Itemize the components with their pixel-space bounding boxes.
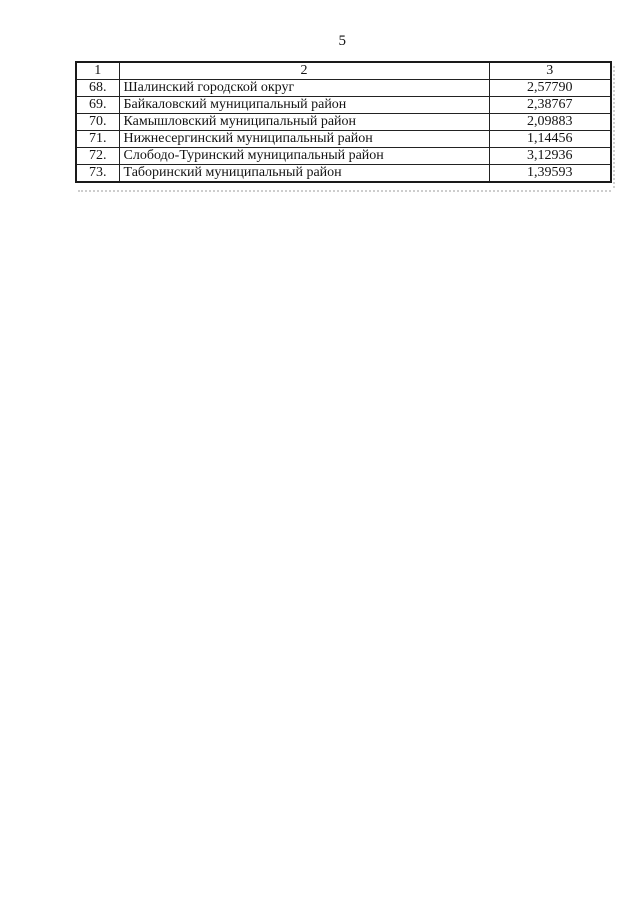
scan-artifact-right-line <box>613 66 615 188</box>
value-cell: 2,57790 <box>489 80 611 97</box>
table-row <box>76 165 611 183</box>
table-row <box>76 131 611 148</box>
table-row <box>76 114 611 131</box>
value-cell: 2,09883 <box>489 114 611 131</box>
municipality-name-cell: Таборинский муниципальный район <box>119 165 489 183</box>
municipality-name-cell: Шалинский городской округ <box>119 80 489 97</box>
value-cell: 1,14456 <box>489 131 611 148</box>
scan-artifact-bottom-line <box>78 190 611 192</box>
municipality-name-cell: Камышловский муниципальный район <box>119 114 489 131</box>
table-row <box>76 80 611 97</box>
column-header-name: 2 <box>119 62 489 80</box>
row-number-cell: 69. <box>76 97 119 114</box>
municipality-name-cell: Слободо-Туринский муниципальный район <box>119 148 489 165</box>
municipalities-table <box>75 61 612 183</box>
row-number-cell: 72. <box>76 148 119 165</box>
table-row <box>76 97 611 114</box>
table-header-row <box>76 62 611 80</box>
row-number-cell: 73. <box>76 165 119 183</box>
value-cell: 3,12936 <box>489 148 611 165</box>
municipality-name-cell: Нижнесергинский муниципальный район <box>119 131 489 148</box>
column-header-value: 3 <box>489 62 611 80</box>
row-number-cell: 70. <box>76 114 119 131</box>
municipality-name-cell: Байкаловский муниципальный район <box>119 97 489 114</box>
table-row <box>76 148 611 165</box>
value-cell: 1,39593 <box>489 165 611 183</box>
value-cell: 2,38767 <box>489 97 611 114</box>
row-number-cell: 71. <box>76 131 119 148</box>
page-number: 5 <box>338 33 347 49</box>
row-number-cell: 68. <box>76 80 119 97</box>
column-header-num: 1 <box>76 62 119 80</box>
